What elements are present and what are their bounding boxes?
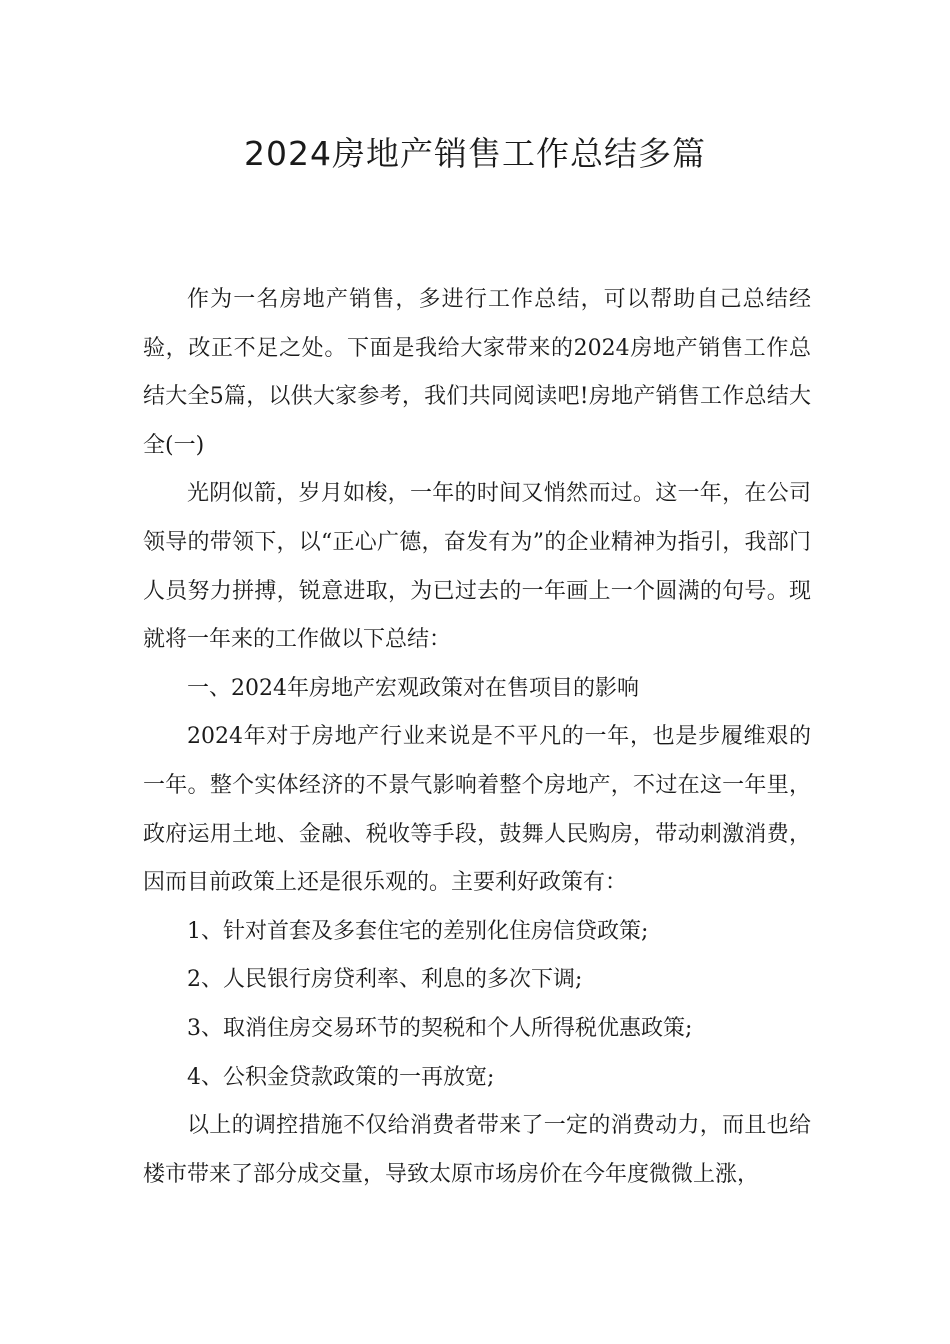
document-title: 2024房地产销售工作总结多篇 [244, 134, 706, 173]
document-body [143, 276, 811, 1199]
paragraph-intro: 作为一名房地产销售，多进行工作总结，可以帮助自己总结经验，改正不足之处。下面是我给大家带来的2024房地产销售工作总结大全5篇，以供大家参考，我们共同阅读吧!房地产销售工作总结大全(一) [143, 287, 811, 458]
list-item-policy-2: 2、人民银行房贷利率、利息的多次下调; [187, 967, 583, 993]
list-item-policy-4: 4、公积金贷款政策的一再放宽; [187, 1064, 495, 1090]
paragraph-policy-overview: 2024年对于房地产行业来说是不平凡的一年，也是步履维艰的一年。整个实体经济的不景气影响着整个房地产，不过在这一年里，政府运用土地、金融、税收等手段，鼓舞人民购房，带动刺激消费，因而目前政策上还是很乐观的。主要利好政策有： [143, 724, 811, 896]
list-item-policy-1: 1、针对首套及多套住宅的差别化住房信贷政策; [187, 918, 649, 944]
paragraph-review: 光阴似箭，岁月如梭，一年的时间又悄然而过。这一年，在公司领导的带领下，以“正心广德，奋发有为”的企业精神为指引，我部门人员努力拼搏，锐意进取，为已过去的一年画上一个圆满的句号。现就将一年来的工作做以下总结： [143, 481, 811, 653]
list-item-policy-3: 3、取消住房交易环节的契税和个人所得税优惠政策; [187, 1015, 693, 1041]
section-heading-policy: 一、2024年房地产宏观政策对在售项目的影响 [187, 675, 639, 701]
paragraph-impact: 以上的调控措施不仅给消费者带来了一定的消费动力，而且也给楼市带来了部分成交量，导致太原市场房价在今年度微微上涨， [143, 1113, 811, 1187]
